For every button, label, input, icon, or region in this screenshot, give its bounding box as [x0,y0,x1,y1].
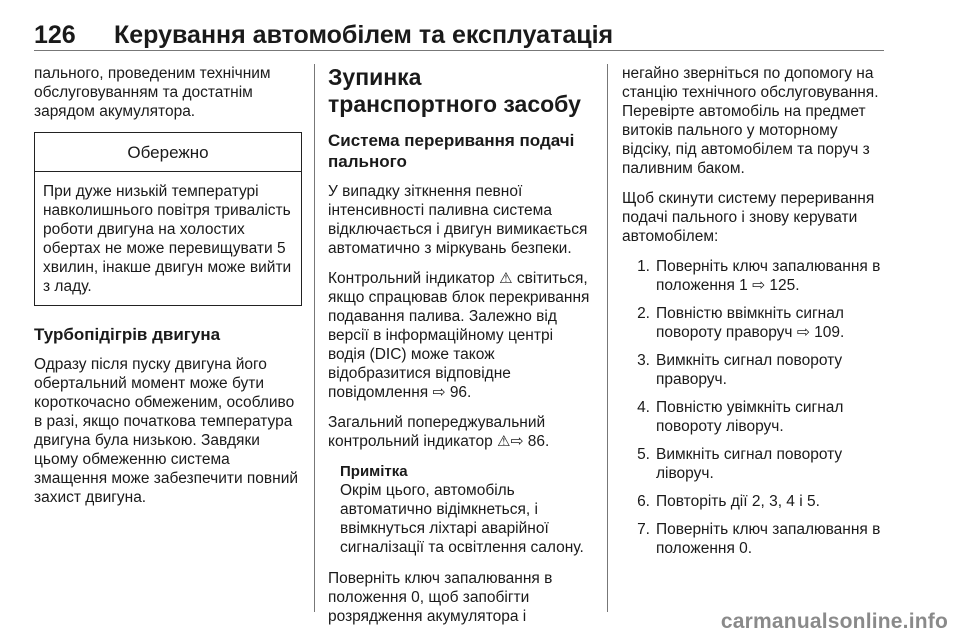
list-item [622,398,888,436]
list-item [622,351,888,389]
reset-intro-paragraph: Щоб скинути систему переривання подачі пального і знову керувати автомобілем: [622,190,875,245]
subsection-heading: Система переривання подачі пального [328,131,575,171]
reset-steps-list [622,257,888,558]
general-warning-text: Загальний попереджувальний контрольний індикатор [328,414,546,450]
step-text: Повністю увімкніть сигнал повороту ліворуч. [656,399,844,435]
column-divider-2 [607,64,608,612]
intro-paragraph: пального, проведеним технічним обслуговуванням та достатнім зарядом акумулятора. [34,65,271,120]
general-warning-paragraph [328,413,594,451]
indicator-text-end: світиться, якщо спрацював блок перекривання подавання палива. Залежно від версії в інформаційному центрі водія (DIC) може також відобразитися відповідне повідомлення [328,270,590,401]
page-reference[interactable]: 125. [769,277,800,294]
list-item [622,492,888,511]
column-divider-1 [314,64,315,612]
watermark: carmanualsonline.info [720,610,948,633]
page-reference-icon[interactable]: ⇨ [796,324,810,341]
step-text: Повторіть дії 2, 3, 4 і 5. [656,493,820,510]
step-number: 3. [637,352,650,369]
note-title: Примітка [340,463,408,480]
step-text: Повністю ввімкніть сигнал повороту праворуч [656,305,844,341]
indicator-paragraph [328,269,594,402]
list-item [622,445,888,483]
note-block [328,462,594,557]
page-reference-icon[interactable]: ⇨ [432,384,446,401]
step-text: Вимкніть сигнал повороту праворуч. [656,352,843,388]
warning-triangle-icon: ⚠ [497,433,511,450]
step-number: 2. [637,305,650,322]
page-reference[interactable]: 96. [449,384,472,401]
page-title: Керування автомобілем та експлуатація [114,21,614,49]
step-text: Вимкніть сигнал повороту ліворуч. [656,446,843,482]
step-text: Поверніть ключ запалювання в положення 0. [656,521,881,557]
caution-text: При дуже низькій температурі навколишнього повітря тривалість роботи двигуна на холостих обертах не може перевищувати 5 хвилин, інакше двигун може вийти з ладу. [43,183,292,295]
step-number: 6. [637,493,650,510]
note-text: Окрім цього, автомобіль автоматично відімкнеться, і ввімкнуться ліхтарі аварійної сигналізації та освітлення салону. [340,482,584,556]
turbo-heading: Турбопідігрів двигуна [34,325,221,344]
column-2 [328,64,594,637]
step-number: 5. [637,446,650,463]
ignition-paragraph: Поверніть ключ запалювання в положення 0, щоб запобігти розрядження акумулятора і [328,570,553,625]
step-number: 4. [637,399,650,416]
turbo-paragraph: Одразу після пуску двигуна його обертальний момент може бути короткочасно обмеженим, особливо в разі, якщо початкова температура двигуна була низькою. Завдяки цьому обмеженню система змащення може забезпечити повний захист двигуна. [34,356,299,506]
step-text: Поверніть ключ запалювання в положення 1 [656,258,881,294]
page-number: 126 [34,21,76,49]
service-paragraph: негайно зверніться по допомогу на станцію технічного обслуговування. Перевірте автомобіль на предмет витоків пального у моторному відсіку, під автомобілем та поруч з паливним баком. [622,65,879,177]
list-item [622,520,888,558]
fuel-cutoff-paragraph: У випадку зіткнення певної інтенсивності паливна система відключається і двигун вимикається автоматично з міркувань безпеки. [328,183,588,257]
caution-box [34,132,302,306]
list-item [622,257,888,295]
page-reference-icon[interactable]: ⇨ [752,277,766,294]
step-number: 7. [637,521,650,538]
column-1 [34,64,302,518]
column-3 [622,64,888,567]
header-divider [34,50,884,51]
section-heading: Зупинка транспортного засобу [328,64,581,117]
warning-triangle-icon: ⚠ [499,270,513,287]
page-reference-icon[interactable]: ⇨ [510,433,524,450]
caution-title: Обережно [35,133,301,172]
page-reference[interactable]: 86. [527,433,550,450]
list-item [622,304,888,342]
page-header [34,21,884,61]
indicator-text-start: Контрольний індикатор [328,270,500,287]
step-number: 1. [637,258,650,275]
page-reference[interactable]: 109. [814,324,845,341]
